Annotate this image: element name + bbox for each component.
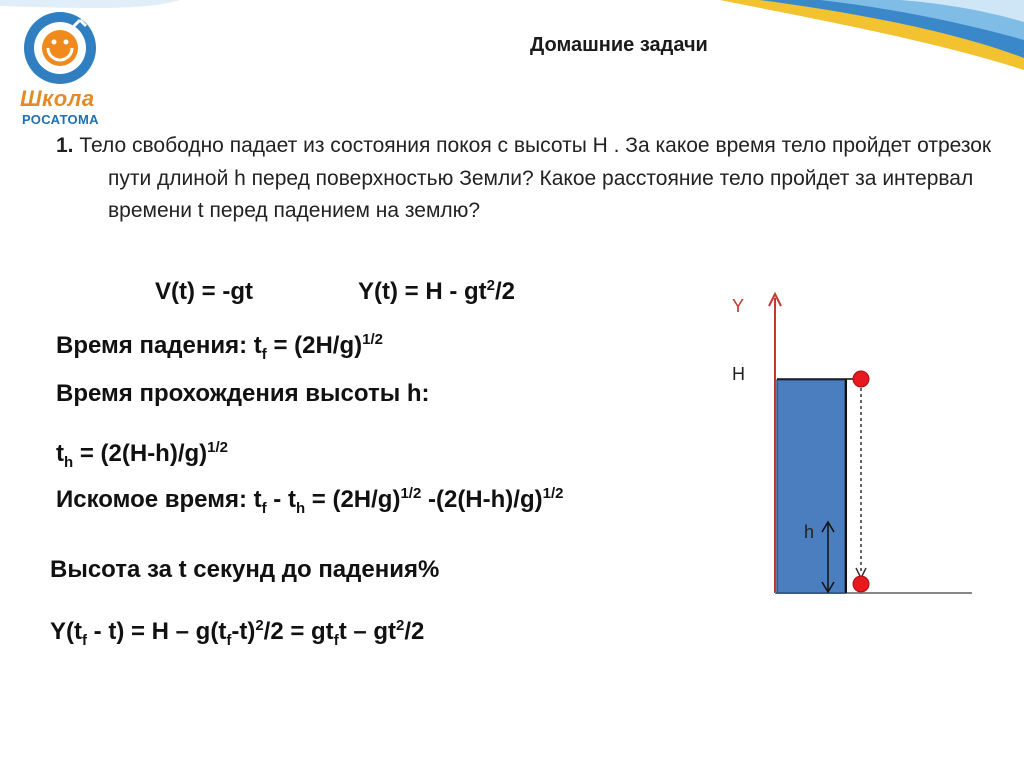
final-formula: $Y(t_f - t) = H - g(t_f-t)^2/2 = gt_ft - gt^2/2$	[50, 617, 425, 649]
height-bar	[777, 380, 845, 593]
page-title: Домашние задачи	[530, 34, 708, 56]
height-h-label: h	[804, 522, 815, 542]
fall-time-formula: Время падения: $t_f = (2H/g)^{1/2}$	[56, 331, 383, 363]
y-axis-label: Y	[732, 296, 745, 316]
ball-bottom	[853, 576, 869, 592]
problem-number: 1.	[56, 134, 74, 157]
logo-word: Школа	[20, 86, 95, 111]
velocity-formula: V(t) = -gt	[155, 278, 253, 305]
problem-statement	[56, 130, 1006, 228]
diagram-graphic	[720, 288, 990, 608]
problem-text: Тело свободно падает из состояния покоя с высоты H . За какое время тело пройдет отрезок пути длиной h перед поверхностью Земли? Какое расстояние тело пройдет за интервал времени t перед падением на землю?	[73, 134, 992, 222]
height-label: Высота за t секунд до падения%	[50, 556, 440, 583]
pass-time-label: Время прохождения высоты h:	[56, 380, 430, 407]
ball-top	[853, 371, 869, 387]
logo-atom-icon	[14, 8, 106, 88]
fall-diagram	[720, 288, 990, 608]
height-H-label: H	[732, 364, 745, 384]
position-formula: $Y(t) = H - gt^2/2$	[358, 277, 516, 305]
sought-time-formula: Искомое время: $t_f - t_h = (2H/g)^{1/2}$ $-(2(H-h)/g)^{1/2}$	[56, 485, 564, 517]
header-decoration	[0, 0, 1024, 120]
th-formula: $t_h = (2(H-h)/g)^{1/2}$	[56, 439, 229, 471]
logo-subtitle: РОСАТОМА	[22, 112, 99, 127]
